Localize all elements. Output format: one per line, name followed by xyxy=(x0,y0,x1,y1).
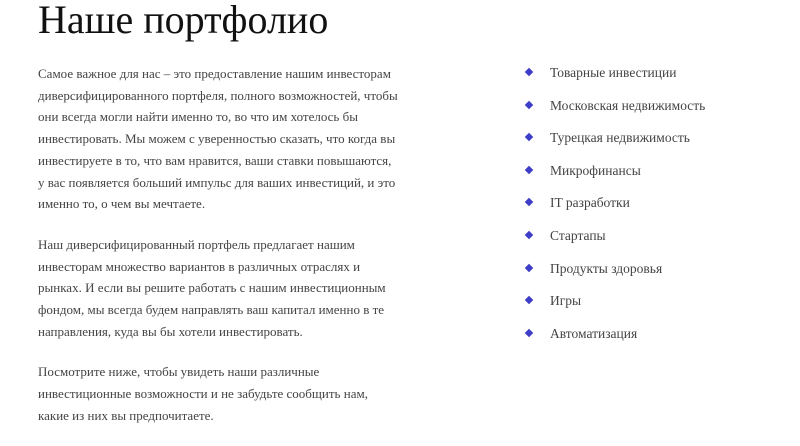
diamond-bullet-icon xyxy=(525,329,533,337)
portfolio-item-label: Турецкая недвижимость xyxy=(550,130,690,146)
portfolio-item-label: Стартапы xyxy=(550,227,606,243)
intro-paragraph-2: Наш диверсифицированный портфель предлагает нашим инвесторам множество вариантов в различных отраслях и рынках. И если вы решите работать с нашим инвестиционным фондом, мы всегда будем направлять ваш капитал именно в те направления, куда вы бы хотели инвестировать. xyxy=(38,236,386,339)
portfolio-item-label: Микрофинансы xyxy=(550,162,641,178)
portfolio-item-turkey-real-estate xyxy=(524,128,705,161)
portfolio-item-label: Игры xyxy=(550,293,582,309)
portfolio-item-health xyxy=(524,259,705,292)
portfolio-item-commodities xyxy=(524,63,705,96)
portfolio-item-startups xyxy=(524,226,705,259)
portfolio-item-label: IT разработки xyxy=(550,195,630,211)
portfolio-list xyxy=(524,63,705,356)
diamond-bullet-icon xyxy=(525,231,533,239)
portfolio-item-label: Автоматизация xyxy=(550,325,638,341)
diamond-bullet-icon xyxy=(525,100,533,108)
portfolio-item-automation xyxy=(524,324,705,357)
portfolio-item-label: Московская недвижимость xyxy=(550,97,706,113)
diamond-bullet-icon xyxy=(525,133,533,141)
portfolio-item-games xyxy=(524,291,705,324)
intro-paragraph-3: Посмотрите ниже, чтобы увидеть наши различные инвестиционные возможности и не забудьте сообщить нам, какие из них вы предпочитаете. xyxy=(38,364,368,423)
portfolio-item-label: Продукты здоровья xyxy=(550,260,663,276)
portfolio-item-microfinance xyxy=(524,161,705,194)
page-title: Наше портфолио xyxy=(38,0,329,42)
diamond-bullet-icon xyxy=(525,296,533,304)
diamond-bullet-icon xyxy=(525,263,533,271)
diamond-bullet-icon xyxy=(525,166,533,174)
intro-paragraph-1: Самое важное для нас – это предоставление нашим инвесторам диверсифицированного портфеля, полного возможностей, чтобы они всегда могли найти именно то, во что им хотелось бы инвестировать. Мы можем с уверенностью сказать, что когда вы инвестируете в то, что вам нравится, ваши ставки повышаются, у вас появляется больший импульс для ваших инвестиций, и это именно то, о чем вы мечтаете. xyxy=(38,66,398,212)
intro-text xyxy=(38,63,398,446)
portfolio-item-it xyxy=(524,193,705,226)
diamond-bullet-icon xyxy=(525,198,533,206)
diamond-bullet-icon xyxy=(525,68,533,76)
portfolio-item-label: Товарные инвестиции xyxy=(550,65,677,80)
portfolio-item-moscow-real-estate xyxy=(524,96,705,129)
